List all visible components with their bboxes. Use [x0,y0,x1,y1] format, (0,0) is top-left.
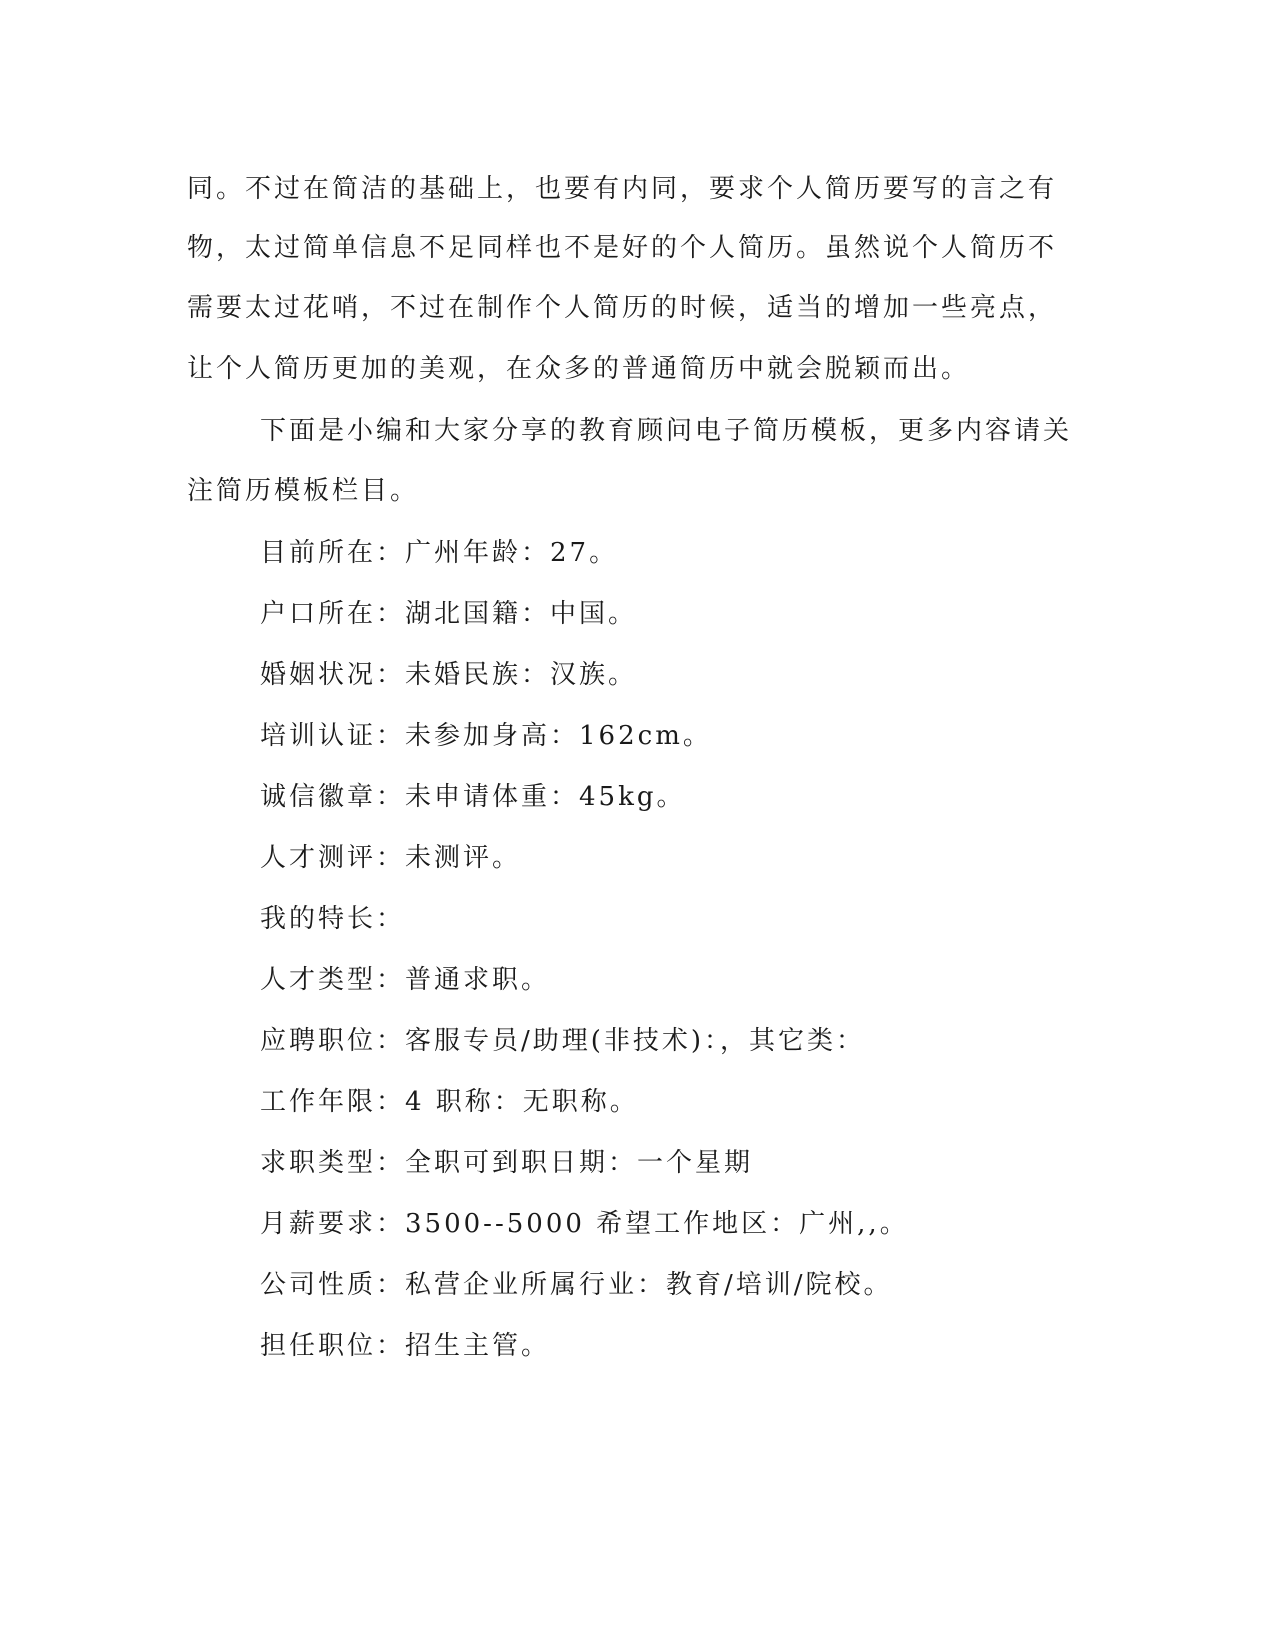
resume-field-work-years-title: 工作年限：4 职称：无职称。 [260,1087,639,1117]
resume-field-specialty: 我的特长： [260,904,406,934]
intro-paragraph-line: 物，太过简单信息不足同样也不是好的个人简历。虽然说个人简历不 [187,233,1058,263]
resume-field-location-age: 目前所在：广州年龄：27。 [260,538,619,568]
share-paragraph-line: 下面是小编和大家分享的教育顾问电子简历模板，更多内容请关 [260,416,1073,446]
intro-paragraph-line: 需要太过花哨，不过在制作个人简历的时候，适当的增加一些亮点， [187,293,1058,323]
resume-field-assessment: 人才测评：未测评。 [260,843,522,873]
resume-field-current-position: 担任职位：招生主管。 [260,1331,551,1361]
resume-field-badge-weight: 诚信徽章：未申请体重：45kg。 [260,782,686,812]
resume-field-company-industry: 公司性质：私营企业所属行业：教育/培训/院校。 [260,1270,893,1300]
resume-field-hukou-nationality: 户口所在：湖北国籍：中国。 [260,599,638,629]
resume-field-marital-ethnicity: 婚姻状况：未婚民族：汉族。 [260,660,638,690]
resume-field-talent-type: 人才类型：普通求职。 [260,965,551,995]
resume-field-salary-location: 月薪要求：3500--5000 希望工作地区：广州,,。 [260,1209,909,1239]
resume-field-training-height: 培训认证：未参加身高：162cm。 [260,721,712,751]
intro-paragraph-line: 同。不过在简洁的基础上，也要有内同，要求个人简历要写的言之有 [187,174,1058,204]
resume-field-position-applied: 应聘职位：客服专员/助理(非技术)：，其它类： [260,1026,866,1056]
share-paragraph-line: 注简历模板栏目。 [187,476,420,506]
resume-field-job-type-start-date: 求职类型：全职可到职日期：一个星期 [260,1148,754,1178]
intro-paragraph-line: 让个人简历更加的美观，在众多的普通简历中就会脱颖而出。 [187,354,971,384]
